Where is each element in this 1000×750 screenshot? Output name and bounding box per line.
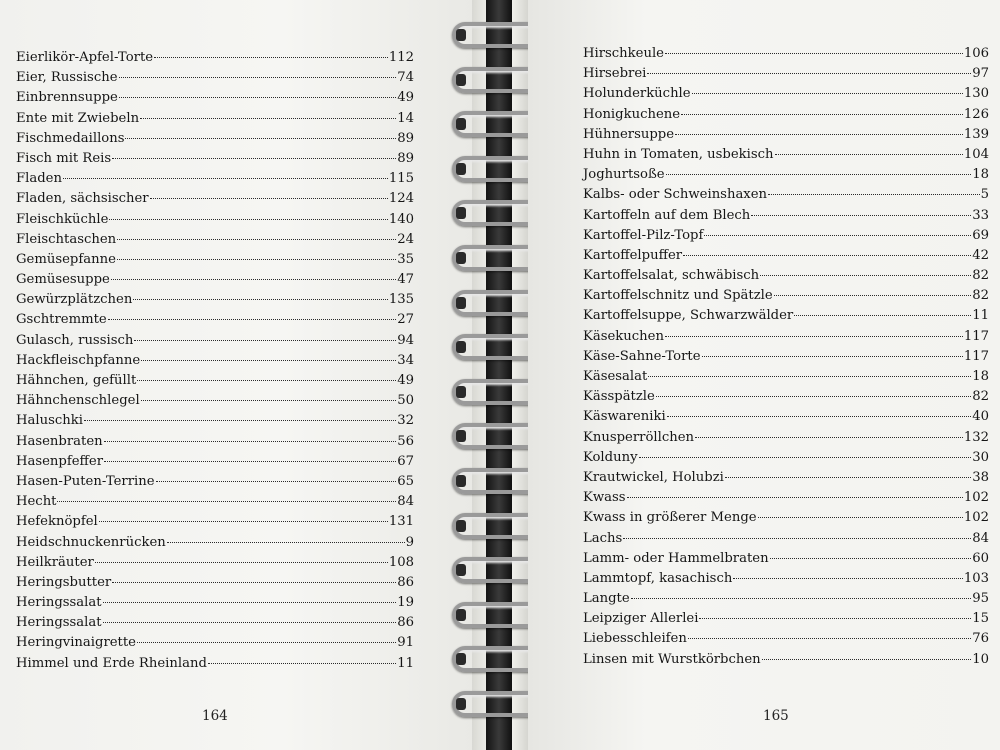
entry-page-number: 84 <box>397 494 414 510</box>
entry-name: Fleischküchle <box>16 211 109 227</box>
index-entry <box>583 167 989 187</box>
dot-leader <box>57 501 396 502</box>
entry-page-number: 97 <box>972 66 989 82</box>
entry-page-number: 94 <box>397 332 414 348</box>
entry-name: Heringssalat <box>16 615 102 631</box>
entry-page-number: 95 <box>972 591 989 607</box>
dot-leader <box>695 437 963 438</box>
entry-page-number: 82 <box>972 268 989 284</box>
index-entry <box>16 232 414 252</box>
entry-page-number: 82 <box>972 389 989 405</box>
index-entry <box>16 333 414 353</box>
index-entry <box>16 393 414 413</box>
entry-page-number: 18 <box>972 369 989 384</box>
entry-page-number: 86 <box>397 574 414 590</box>
entry-name: Hasenpfeffer <box>16 453 104 469</box>
entry-name: Haluschki <box>16 413 83 429</box>
entry-name: Langte <box>583 591 630 607</box>
dot-leader <box>137 380 396 381</box>
entry-name: Huhn in Tomaten, usbekisch <box>583 146 774 162</box>
dot-leader <box>150 198 388 199</box>
index-entry <box>16 454 414 474</box>
index-entry <box>16 111 414 131</box>
index-entry <box>16 171 414 191</box>
index-entry <box>16 50 414 70</box>
index-entry <box>583 490 989 510</box>
dot-leader <box>665 53 963 54</box>
dot-leader <box>758 517 963 518</box>
entry-page-number: 9 <box>405 534 414 550</box>
dot-leader <box>137 642 396 643</box>
entry-page-number: 112 <box>388 50 414 65</box>
dot-leader <box>768 194 980 195</box>
index-entry <box>583 389 989 409</box>
entry-page-number: 56 <box>397 433 414 449</box>
entry-page-number: 24 <box>397 231 414 247</box>
entry-page-number: 50 <box>397 393 414 409</box>
index-entry <box>583 611 989 631</box>
entry-page-number: 108 <box>388 554 414 570</box>
dot-leader <box>117 239 396 240</box>
entry-page-number: 124 <box>388 191 414 207</box>
dot-leader <box>648 376 971 377</box>
index-entry <box>16 373 414 393</box>
entry-name: Hirschkeule <box>583 46 664 61</box>
entry-name: Fisch mit Reis <box>16 150 112 166</box>
index-entry <box>16 494 414 514</box>
dot-leader <box>103 622 397 623</box>
dot-leader <box>167 542 405 543</box>
entry-page-number: 49 <box>397 373 414 388</box>
index-entry <box>583 187 989 207</box>
entry-name: Kartoffeln auf dem Blech <box>583 207 751 223</box>
entry-page-number: 10 <box>972 651 989 667</box>
entry-page-number: 115 <box>388 171 414 187</box>
entry-name: Kwass in größerer Menge <box>583 510 757 526</box>
entry-page-number: 74 <box>397 70 414 86</box>
dot-leader <box>111 279 396 280</box>
dot-leader <box>134 340 396 341</box>
dot-leader <box>733 578 962 579</box>
dot-leader <box>109 219 387 220</box>
index-entry <box>583 208 989 228</box>
entry-name: Lachs <box>583 530 623 546</box>
entry-page-number: 131 <box>388 514 414 530</box>
entry-page-number: 30 <box>972 449 989 465</box>
entry-page-number: 47 <box>397 272 414 288</box>
entry-name: Joghurtsoße <box>583 167 665 183</box>
index-entry <box>583 571 989 591</box>
right-page <box>528 0 1000 750</box>
index-entry <box>16 514 414 534</box>
entry-name: Heringvinaigrette <box>16 635 136 651</box>
dot-leader <box>631 598 972 599</box>
dot-leader <box>775 154 963 155</box>
index-entry <box>583 450 989 470</box>
entry-page-number: 5 <box>980 187 989 203</box>
dot-leader <box>639 457 972 458</box>
index-entry <box>583 288 989 308</box>
dot-leader <box>681 114 963 115</box>
index-entry <box>583 308 989 328</box>
dot-leader <box>751 215 971 216</box>
entry-page-number: 106 <box>963 46 989 61</box>
entry-page-number: 42 <box>972 247 989 263</box>
entry-page-number: 117 <box>963 348 989 364</box>
entry-page-number: 69 <box>972 227 989 243</box>
dot-leader <box>688 638 971 639</box>
entry-name: Fischmedaillons <box>16 130 125 146</box>
dot-leader <box>774 295 972 296</box>
entry-name: Fleischtaschen <box>16 231 117 247</box>
dot-leader <box>725 477 971 478</box>
entry-name: Ente mit Zwiebeln <box>16 110 140 126</box>
dot-leader <box>125 138 396 139</box>
entry-name: Lamm- oder Hammelbraten <box>583 550 769 566</box>
entry-page-number: 33 <box>972 207 989 223</box>
entry-name: Hackfleischpfanne <box>16 352 141 368</box>
index-entry <box>583 248 989 268</box>
dot-leader <box>656 396 971 397</box>
entry-name: Einbrennsuppe <box>16 90 118 106</box>
entry-name: Honigkuchene <box>583 106 681 122</box>
dot-leader <box>665 336 963 337</box>
dot-leader <box>675 134 963 135</box>
entry-page-number: 84 <box>972 530 989 546</box>
index-entry <box>16 353 414 373</box>
index-entry <box>583 268 989 288</box>
entry-name: Hähnchen, gefüllt <box>16 373 137 388</box>
dot-leader <box>108 319 397 320</box>
index-entry <box>583 107 989 127</box>
entry-page-number: 104 <box>963 146 989 162</box>
dot-leader <box>154 57 388 58</box>
entry-name: Hirsebrei <box>583 66 647 82</box>
index-entry <box>16 474 414 494</box>
entry-page-number: 19 <box>397 595 414 611</box>
index-entry <box>16 615 414 635</box>
index-entry <box>16 151 414 171</box>
dot-leader <box>133 299 388 300</box>
index-entry <box>16 70 414 90</box>
index-entry <box>16 575 414 595</box>
dot-leader <box>112 158 396 159</box>
page-number-right: 165 <box>763 708 789 724</box>
entry-page-number: 103 <box>963 570 989 586</box>
dot-leader <box>95 562 388 563</box>
entry-page-number: 14 <box>397 110 414 126</box>
index-entry <box>16 191 414 211</box>
entry-page-number: 126 <box>963 106 989 122</box>
entry-name: Gemüsesuppe <box>16 272 110 288</box>
index-entry <box>16 252 414 272</box>
index-entry <box>16 635 414 655</box>
entry-page-number: 49 <box>397 90 414 106</box>
dot-leader <box>156 481 397 482</box>
dot-leader <box>140 118 396 119</box>
entry-page-number: 38 <box>972 469 989 485</box>
entry-page-number: 32 <box>397 413 414 429</box>
dot-leader <box>699 618 971 619</box>
index-entry <box>583 510 989 530</box>
index-entry <box>583 631 989 651</box>
index-entry <box>583 147 989 167</box>
entry-page-number: 40 <box>972 409 989 425</box>
entry-name: Knusperröllchen <box>583 429 695 445</box>
entry-name: Käswareniki <box>583 409 666 425</box>
index-list-left <box>16 50 414 676</box>
entry-page-number: 82 <box>972 288 989 304</box>
dot-leader <box>704 235 971 236</box>
index-entry <box>16 434 414 454</box>
entry-page-number: 135 <box>388 292 414 308</box>
index-entry <box>16 312 414 332</box>
entry-name: Eier, Russische <box>16 70 118 86</box>
dot-leader <box>141 400 397 401</box>
index-entry <box>16 656 414 676</box>
entry-name: Gulasch, russisch <box>16 332 134 348</box>
entry-name: Gewürzplätzchen <box>16 292 133 308</box>
entry-page-number: 86 <box>397 615 414 631</box>
dot-leader <box>117 259 396 260</box>
page-number-left: 164 <box>202 708 228 724</box>
dot-leader <box>104 441 397 442</box>
entry-page-number: 18 <box>972 167 989 183</box>
entry-name: Leipziger Allerlei <box>583 611 699 627</box>
entry-page-number: 130 <box>963 86 989 102</box>
dot-leader <box>683 255 971 256</box>
index-entry <box>583 591 989 611</box>
index-entry <box>583 349 989 369</box>
entry-name: Heringssalat <box>16 595 102 611</box>
entry-page-number: 117 <box>963 328 989 344</box>
entry-page-number: 89 <box>397 130 414 146</box>
entry-name: Kartoffelsalat, schwäbisch <box>583 268 760 284</box>
index-entry <box>583 86 989 106</box>
dot-leader <box>63 178 388 179</box>
entry-name: Hühnersuppe <box>583 126 675 142</box>
entry-page-number: 35 <box>397 251 414 267</box>
index-entry <box>583 409 989 429</box>
entry-name: Heidschnuckenrücken <box>16 534 166 550</box>
dot-leader <box>692 93 963 94</box>
entry-name: Kartoffelschnitz und Spätzle <box>583 288 773 304</box>
index-entry <box>16 535 414 555</box>
index-entry <box>583 551 989 571</box>
dot-leader <box>119 97 396 98</box>
entry-name: Heringsbutter <box>16 574 112 590</box>
dot-leader <box>104 461 396 462</box>
entry-name: Gemüsepfanne <box>16 251 116 267</box>
entry-name: Kartoffelpuffer <box>583 247 683 263</box>
entry-name: Hasenbraten <box>16 433 103 449</box>
entry-page-number: 11 <box>397 655 414 671</box>
entry-page-number: 102 <box>963 510 989 526</box>
index-list-right <box>583 46 989 672</box>
entry-page-number: 15 <box>972 611 989 627</box>
dot-leader <box>84 420 396 421</box>
dot-leader <box>103 602 397 603</box>
dot-leader <box>760 275 971 276</box>
entry-page-number: 139 <box>963 126 989 142</box>
entry-name: Kwass <box>583 490 626 506</box>
entry-name: Kolduny <box>583 449 638 465</box>
index-entry <box>16 595 414 615</box>
index-entry <box>583 329 989 349</box>
index-entry <box>583 430 989 450</box>
index-entry <box>16 131 414 151</box>
entry-name: Kalbs- oder Schweinshaxen <box>583 187 768 203</box>
dot-leader <box>112 582 396 583</box>
index-entry <box>583 470 989 490</box>
index-entry <box>583 228 989 248</box>
dot-leader <box>208 663 396 664</box>
entry-name: Hecht <box>16 494 57 510</box>
entry-name: Holunderküchle <box>583 86 691 102</box>
dot-leader <box>667 416 972 417</box>
left-page <box>0 0 472 750</box>
entry-page-number: 132 <box>963 429 989 445</box>
entry-page-number: 27 <box>397 312 414 328</box>
entry-page-number: 11 <box>972 308 989 324</box>
index-entry <box>16 555 414 575</box>
dot-leader <box>99 521 388 522</box>
entry-name: Käse-Sahne-Torte <box>583 348 701 364</box>
entry-name: Lammtopf, kasachisch <box>583 570 733 586</box>
entry-name: Himmel und Erde Rheinland <box>16 655 207 671</box>
entry-page-number: 67 <box>397 453 414 469</box>
index-entry <box>16 90 414 110</box>
entry-page-number: 91 <box>397 635 414 651</box>
dot-leader <box>666 174 972 175</box>
entry-name: Fladen, sächsischer <box>16 191 149 207</box>
entry-name: Kartoffelsuppe, Schwarzwälder <box>583 308 794 324</box>
entry-name: Käsekuchen <box>583 328 664 344</box>
entry-name: Käsesalat <box>583 369 648 384</box>
entry-name: Krautwickel, Holubzi <box>583 469 724 485</box>
dot-leader <box>119 77 397 78</box>
entry-page-number: 76 <box>972 631 989 647</box>
dot-leader <box>770 558 972 559</box>
entry-name: Eierlikör-Apfel-Torte <box>16 50 154 65</box>
entry-name: Kässpätzle <box>583 389 655 405</box>
entry-name: Linsen mit Wurstkörbchen <box>583 651 761 667</box>
dot-leader <box>141 360 396 361</box>
dot-leader <box>762 659 972 660</box>
dot-leader <box>627 497 963 498</box>
dot-leader <box>623 538 971 539</box>
entry-name: Kartoffel-Pilz-Topf <box>583 227 704 243</box>
index-entry <box>16 413 414 433</box>
index-entry <box>583 369 989 389</box>
entry-page-number: 34 <box>397 352 414 368</box>
entry-name: Gschtremmte <box>16 312 107 328</box>
entry-name: Fladen <box>16 171 62 187</box>
entry-name: Liebesschleifen <box>583 631 687 647</box>
entry-name: Hasen-Puten-Terrine <box>16 473 155 489</box>
index-entry <box>583 531 989 551</box>
entry-page-number: 102 <box>963 490 989 506</box>
index-entry <box>16 212 414 232</box>
entry-page-number: 60 <box>972 550 989 566</box>
entry-page-number: 65 <box>397 473 414 489</box>
index-entry <box>583 46 989 66</box>
index-entry <box>16 292 414 312</box>
entry-name: Heilkräuter <box>16 554 94 570</box>
index-entry <box>583 66 989 86</box>
index-entry <box>583 127 989 147</box>
dot-leader <box>794 315 971 316</box>
dot-leader <box>647 73 971 74</box>
entry-name: Hähnchenschlegel <box>16 393 140 409</box>
entry-page-number: 140 <box>388 211 414 227</box>
index-entry <box>16 272 414 292</box>
index-entry <box>583 652 989 672</box>
entry-name: Hefeknöpfel <box>16 514 98 530</box>
entry-page-number: 89 <box>397 150 414 166</box>
dot-leader <box>702 356 963 357</box>
